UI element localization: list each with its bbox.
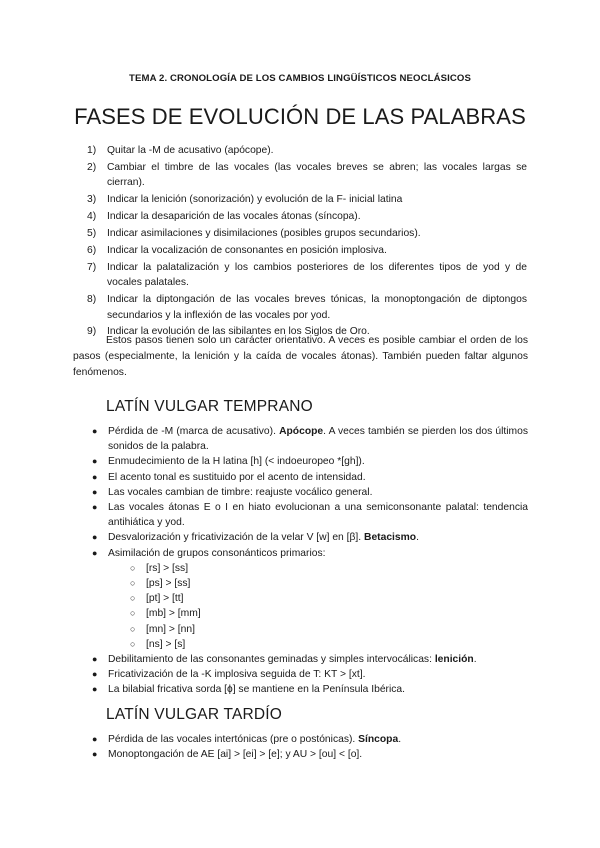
list-item: ● Asimilación de grupos consonánticos primarios: [92,546,528,561]
list-item: ● Pérdida de -M (marca de acusativo). Apócope. A veces también se pierden los dos últimos sonidos de la palabra. [92,424,528,454]
circle-bullet-icon: ○ [130,578,136,589]
list-item: 2) Cambiar el timbre de las vocales (las vocales breves se abren; las vocales largas se cierran). [87,161,527,189]
circle-bullet-icon: ○ [130,608,136,619]
sub-list-item: ○ [pt] > [tt] [130,591,528,606]
circle-bullet-icon: ○ [130,562,136,573]
late-vulgar-latin-list [92,732,528,762]
bullet-icon: ● [92,456,98,467]
circle-bullet-icon: ○ [130,638,136,649]
list-item: ● Debilitamiento de las consonantes geminadas y simples intervocálicas: lenición. [92,652,528,667]
sublist-container [92,561,528,652]
course-header: TEMA 2. CRONOLOGÍA DE LOS CAMBIOS LINGÜÍSTICOS NEOCLÁSICOS [129,73,471,84]
section-title-early-vulgar-latin: LATÍN VULGAR TEMPRANO [106,398,313,415]
sub-list-item: ○ [rs] > [ss] [130,561,528,576]
list-item: 7) Indicar la palatalización y los cambios posteriores de los diferentes tipos de yod y de vocales palatales. [87,261,527,289]
list-item: 9) Indicar la evolución de las sibilantes en los Siglos de Oro. [87,326,370,338]
list-item: ● El acento tonal es sustituido por el acento de intensidad. [92,470,528,485]
sub-list-item: ○ [ns] > [s] [130,637,528,652]
list-item: ● Enmudecimiento de la H latina [h] (< indoeuropeo *[gh]). [92,454,528,469]
sub-list-item: ○ [mb] > [mm] [130,606,528,621]
bullet-icon: ● [92,426,98,436]
list-item: ● Monoptongación de AE [ai] > [ei] > [e]; y AU > [ou] < [o]. [92,747,528,762]
bullet-icon: ● [92,684,98,695]
evolution-steps-list [87,143,527,341]
list-item: 4) Indicar la desaparición de las vocales átonas (síncopa). [87,211,361,223]
list-item: ● Desvalorización y fricativización de la velar V [w] en [β]. Betacismo. [92,530,528,545]
list-item: 1) Quitar la -M de acusativo (apócope). [87,145,274,156]
sub-list-item: ○ [ps] > [ss] [130,576,528,591]
list-item: 5) Indicar asimilaciones y disimilaciones (posibles grupos secundarios). [87,228,421,240]
list-item: 6) Indicar la vocalización de consonantes en posición implosiva. [87,244,387,256]
list-item: ● Las vocales cambian de timbre: reajuste vocálico general. [92,485,528,500]
early-vulgar-latin-list [92,424,528,698]
bullet-icon: ● [92,502,98,513]
bullet-icon: ● [92,486,98,497]
list-item: ● Pérdida de las vocales intertónicas (pre o postónicas). Síncopa. [92,732,528,747]
list-item: 3) Indicar la lenición (sonorización) y evolución de la F- inicial latina [87,194,403,206]
circle-bullet-icon: ○ [130,623,136,634]
section-title-late-vulgar-latin: LATÍN VULGAR TARDÍO [106,706,283,723]
bullet-icon: ● [92,532,98,543]
bullet-icon: ● [92,734,98,744]
list-item: ● Las vocales átonas E o I en hiato evolucionan a una semiconsonante palatal: tendencia antihiática y yod. [92,500,528,530]
bullet-icon: ● [92,654,98,665]
intro-paragraph: Estos pasos tienen solo un carácter orientativo. A veces es posible cambiar el orden de los pasos (especialmente, la lenición y la caída de vocales átonas). También pueden faltar algunos fenómenos. [73,335,528,378]
consonant-groups-sublist [130,561,528,652]
bullet-icon: ● [92,547,98,558]
circle-bullet-icon: ○ [130,593,136,604]
list-item: ● Fricativización de la -K implosiva seguida de T: KT > [xt]. [92,667,528,682]
page-title: FASES DE EVOLUCIÓN DE LAS PALABRAS [74,104,526,129]
list-item: ● La bilabial fricativa sorda [ɸ] se mantiene en la Península Ibérica. [92,682,528,697]
bullet-icon: ● [92,471,98,482]
bullet-icon: ● [92,749,98,760]
list-item: 8) Indicar la diptongación de las vocales breves tónicas, la monoptongación de diptongos secundarios y la inflexión de las vocales por yod. [87,294,527,321]
bullet-icon: ● [92,669,98,680]
sub-list-item: ○ [mn] > [nn] [130,622,528,637]
